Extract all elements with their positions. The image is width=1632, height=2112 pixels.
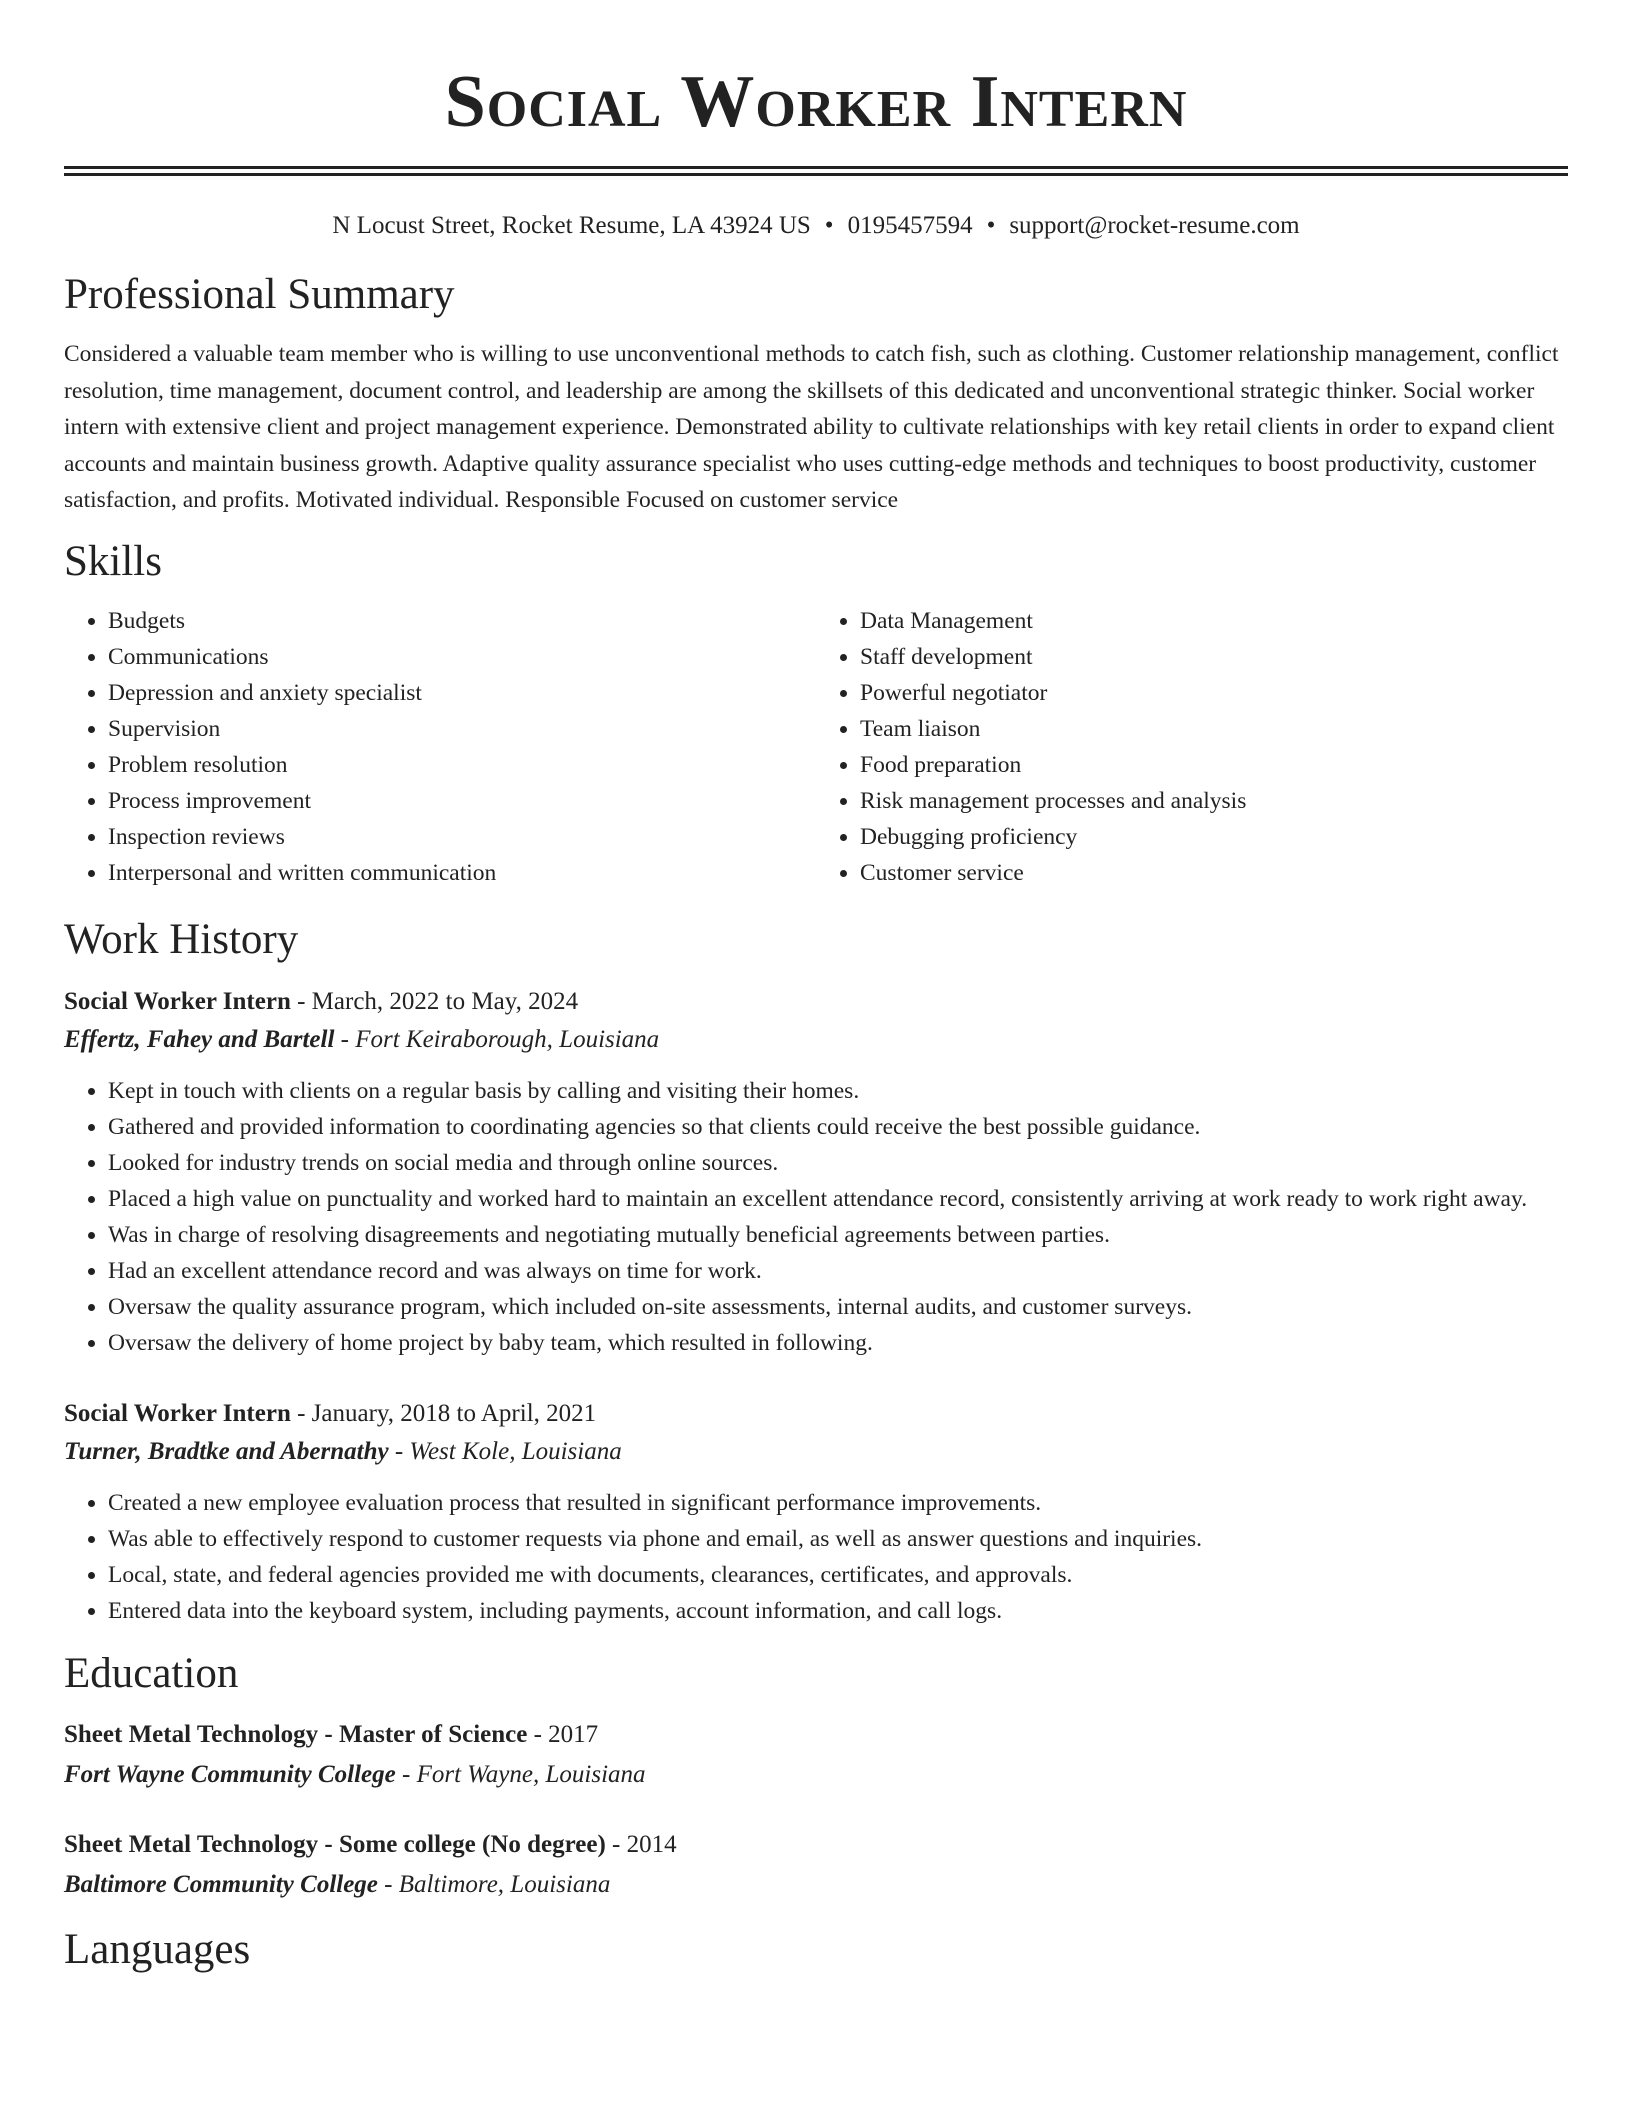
skill-item: • Interpersonal and written communication: [108, 855, 816, 891]
contact-address: N Locust Street, Rocket Resume, LA 43924 US: [332, 212, 811, 239]
skill-item: • Powerful negotiator: [860, 675, 1568, 711]
education-heading: Education: [64, 1649, 239, 1697]
job-title: Social Worker Intern: [64, 1399, 291, 1427]
job-bullet: • Had an excellent attendance record and was always on time for work.: [108, 1253, 1568, 1289]
skill-item: • Data Management: [860, 603, 1568, 639]
contact-phone: 0195457594: [847, 212, 973, 239]
education-location: - Baltimore, Louisiana: [377, 1870, 611, 1898]
job-bullet: • Entered data into the keyboard system, including payments, account information, and call logs.: [108, 1593, 1568, 1629]
education-entry: [64, 1825, 1568, 1905]
summary-section: [64, 270, 1568, 519]
skill-item: • Debugging proficiency: [860, 819, 1568, 855]
job-company-line: [64, 1021, 1568, 1059]
education-degree: Sheet Metal Technology - Master of Science: [64, 1720, 528, 1748]
job-bullets: [64, 1485, 1568, 1629]
education-location: - Fort Wayne, Louisiana: [395, 1760, 646, 1788]
skills-section: [64, 537, 1568, 891]
job-bullet: • Gathered and provided information to coordinating agencies so that clients could receive the best possible guidance.: [108, 1109, 1568, 1145]
education-degree: Sheet Metal Technology - Some college (No degree): [64, 1830, 606, 1858]
education-entry: [64, 1715, 1568, 1795]
education-degree-line: [64, 1715, 1568, 1755]
header-divider: [64, 166, 1568, 176]
languages-section: [64, 1925, 1568, 1975]
job-bullets: [64, 1073, 1568, 1361]
skill-item: • Risk management processes and analysis: [860, 783, 1568, 819]
education-school-line: [64, 1755, 1568, 1795]
contact-separator: •: [986, 212, 996, 239]
skill-item: • Budgets: [108, 603, 816, 639]
skill-item: • Inspection reviews: [108, 819, 816, 855]
job-entry: [64, 1395, 1568, 1629]
job-bullet: • Was able to effectively respond to customer requests via phone and email, as well as answer questions and inquiries.: [108, 1521, 1568, 1557]
skills-list-right: [816, 603, 1568, 891]
job-location: - West Kole, Louisiana: [388, 1437, 622, 1465]
education-year: - 2017: [527, 1720, 599, 1748]
education-school-line: [64, 1865, 1568, 1905]
education-year: - 2014: [605, 1830, 677, 1858]
education-school: Fort Wayne Community College: [64, 1760, 396, 1788]
skill-item: • Customer service: [860, 855, 1568, 891]
skills-heading: Skills: [64, 537, 162, 585]
job-bullet: • Placed a high value on punctuality and worked hard to maintain an excellent attendance record, consistently arriving at work ready to work right away.: [108, 1181, 1568, 1217]
summary-text: Considered a valuable team member who is willing to use unconventional methods to catch fish, such as clothing. Customer relationship management, conflict resolution, time management, document control, and leadership are among the skillsets of this dedicated and unconventional strategic thinker. Social worker intern with extensive client and project management experience. Demonstrated ability to cultivate relationships with key retail clients in order to expand client accounts and maintain business growth. Adaptive quality assurance specialist who uses cutting-edge methods and techniques to boost productivity, customer satisfaction, and profits. Motivated individual. Responsible Focused on customer service: [64, 341, 1559, 513]
education-school: Baltimore Community College: [64, 1870, 378, 1898]
job-title-line: [64, 983, 1568, 1021]
job-dates: - March, 2022 to May, 2024: [290, 987, 579, 1015]
job-entry: [64, 983, 1568, 1361]
candidate-name: Social Worker Intern: [444, 61, 1188, 143]
job-dates: - January, 2018 to April, 2021: [290, 1399, 597, 1427]
work-history-heading: Work History: [64, 915, 299, 963]
contact-line: [64, 210, 1568, 242]
skill-item: • Staff development: [860, 639, 1568, 675]
skill-item: • Communications: [108, 639, 816, 675]
work-history-section: [64, 915, 1568, 1629]
education-section: [64, 1649, 1568, 1905]
education-degree-line: [64, 1825, 1568, 1865]
job-bullet: • Kept in touch with clients on a regular basis by calling and visiting their homes.: [108, 1073, 1568, 1109]
job-bullet: • Oversaw the quality assurance program, which included on-site assessments, internal audits, and customer surveys.: [108, 1289, 1568, 1325]
skill-item: • Team liaison: [860, 711, 1568, 747]
job-company: Turner, Bradtke and Abernathy: [64, 1437, 389, 1465]
skill-item: • Problem resolution: [108, 747, 816, 783]
job-company-line: [64, 1433, 1568, 1471]
languages-heading: Languages: [64, 1925, 251, 1973]
skill-item: • Process improvement: [108, 783, 816, 819]
job-title-line: [64, 1395, 1568, 1433]
skills-list-left: [64, 603, 816, 891]
job-location: - Fort Keiraborough, Louisiana: [334, 1025, 660, 1053]
job-bullet: • Created a new employee evaluation process that resulted in significant performance improvements.: [108, 1485, 1568, 1521]
contact-separator: •: [824, 212, 834, 239]
job-bullet: • Was in charge of resolving disagreements and negotiating mutually beneficial agreements between parties.: [108, 1217, 1568, 1253]
job-title: Social Worker Intern: [64, 987, 291, 1015]
skill-item: • Supervision: [108, 711, 816, 747]
job-bullet: • Looked for industry trends on social media and through online sources.: [108, 1145, 1568, 1181]
skill-item: • Depression and anxiety specialist: [108, 675, 816, 711]
job-bullet: • Oversaw the delivery of home project by baby team, which resulted in following.: [108, 1325, 1568, 1361]
summary-heading: Professional Summary: [64, 271, 455, 318]
contact-email[interactable]: support@rocket-resume.com: [1009, 212, 1300, 239]
skill-item: • Food preparation: [860, 747, 1568, 783]
job-company: Effertz, Fahey and Bartell: [64, 1025, 335, 1053]
skills-columns: [64, 603, 1568, 891]
job-bullet: • Local, state, and federal agencies provided me with documents, clearances, certificates, and approvals.: [108, 1557, 1568, 1593]
